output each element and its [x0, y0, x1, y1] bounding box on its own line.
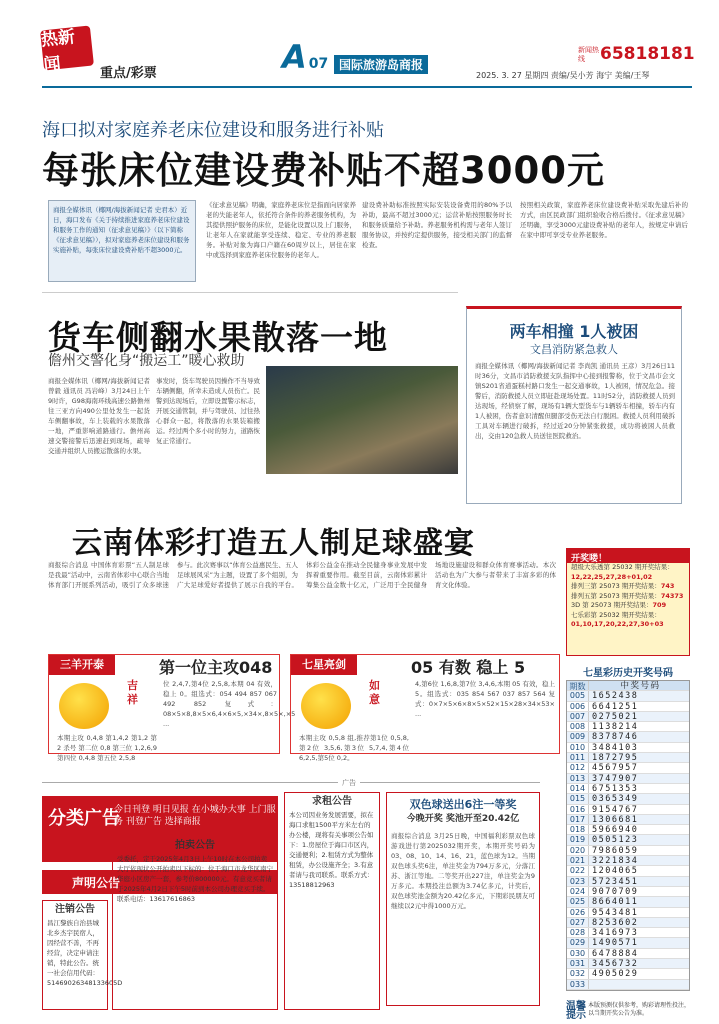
story1-headline: 每张床位建设费补贴不超3000元: [42, 149, 605, 192]
number-cell: 9154767: [592, 804, 639, 815]
classified-text: 今日刊登 明日见报 在小城办大事 上门服务 刊登广告 选择商报: [114, 805, 276, 827]
number-cell: 3416973: [592, 928, 639, 939]
notice-rent: [284, 792, 380, 1010]
issue-cell: 027: [567, 918, 589, 927]
issue-cell: 024: [567, 887, 589, 896]
ssq-subtitle: 今晚开奖 奖池开至20.42亿: [406, 814, 520, 824]
notice3-body: 本公司因业务发展需要，拟在海口求租1500平方米左右的办公楼，现将有关事项公告如下：1.房屋位于海口市区内，交通便利；2.租赁方式为整体租赁，办公设施齐全；3.有意者请与我司联系。联系方式：13518812963: [289, 811, 374, 889]
notice-auction: [112, 836, 278, 1010]
issue-cell: 014: [567, 784, 589, 793]
trend-header-row: [567, 681, 689, 691]
issue-cell: 019: [567, 835, 589, 844]
issue-cell: 031: [567, 959, 589, 968]
table-row: [567, 784, 689, 794]
side-subtitle: 文昌消防紧急救人: [530, 343, 618, 356]
issue-cell: 007: [567, 712, 589, 721]
table-row: [567, 774, 689, 784]
side-story: [466, 306, 682, 504]
number-cell: 6641251: [592, 701, 639, 712]
hotline-number: 65818181: [600, 44, 695, 64]
lottery2-tag: 七星亮剑: [291, 655, 357, 675]
notice1-title: 注销公告: [55, 904, 95, 915]
lottery1-side: 吉祥: [127, 679, 138, 706]
result-label: 七乐彩第 25032 期开奖结果：: [571, 610, 661, 619]
table-row: [567, 743, 689, 753]
table-row: [567, 866, 689, 876]
number-cell: 4905029: [592, 969, 639, 980]
issue-cell: 013: [567, 774, 589, 783]
draw-results-box: [566, 548, 690, 656]
table-row: [567, 887, 689, 897]
lottery2-body: 本期主攻 0,5,8 组,推荐第1位 0,5,8,第2位 3,5,6,第3位 5,7,4,第4位 6,2,5,第5位 0,2。: [299, 734, 409, 762]
number-cell: 8664011: [592, 897, 639, 908]
issue-cell: 020: [567, 846, 589, 855]
table-row: [567, 763, 689, 773]
tip-text: 本版预测仅供参考，购彩请理性投注，以当期开奖公告为准。: [588, 1002, 691, 1017]
divider: [42, 292, 458, 293]
table-row: [567, 846, 689, 856]
lottery1-picks: 位 2,4,7,第4位 2,5,8,本期 04 有效，稳上 0。组选式：054 494 857 067 492 852 复式：08×5×8,8×5×6,4×6×5,×34×,8×5×,×5 ...: [163, 680, 296, 728]
table-row: [567, 753, 689, 763]
story1-body-1: 《征求意见稿》明确，家庭养老床位是指面向居家养老的失能老年人，依托符合条件的养老服务机构，为其提供照护服务的床位，是能化设置以及上门服务，让老年人在家就能享受连续、稳定、专业的养老服务。补贴对象为海口户籍在60周岁以上，居住在家中或选择到家庭养老床位服务的老年人。: [206, 201, 356, 259]
lottery1-body: 本期主攻 0,4,8 第1,4,2 第1,2 第2 杀号 第二位 0,8 第三位 1,2,6,9 第四位 0,4,8 第五位 2,5,8: [57, 734, 157, 762]
story1-lede: 商报全媒体讯（椰网/海拔新闻记者 史君本）近日，海口发布《关于持续推进家庭养老床位建设和服务工作的通知（征求意见稿）》（以下简称《征求意见稿》），拟对家庭养老床位建设和服务实施补贴，每张床位建设费补贴不超3000元。: [48, 200, 196, 282]
number-cell: 1138214: [592, 722, 639, 733]
issue-cell: 033: [567, 980, 589, 989]
table-row: [567, 908, 689, 918]
notice1-body: 昌江黎族自治县城北乡杰宇民宿人，因经营不善，不再经营，决定申请注销，特此公告。统一社会信用代码：51469026348133605D: [47, 919, 123, 987]
mascot-image: [301, 683, 351, 729]
number-cell: [589, 980, 689, 989]
table-row: [567, 856, 689, 866]
number-cell: 1872795: [592, 753, 639, 764]
hotline-label: 新闻热线: [578, 46, 599, 63]
notice3-title: 求租公告: [312, 796, 352, 807]
number-cell: 7986059: [592, 845, 639, 856]
number-cell: 6751353: [592, 783, 639, 794]
result-value: 709: [652, 601, 667, 609]
issue-cell: 026: [567, 908, 589, 917]
issue-cell: 030: [567, 949, 589, 958]
table-row: [567, 928, 689, 938]
number-cell: 1490571: [592, 938, 639, 949]
table-row: [567, 732, 689, 742]
result-label: 排列五第 25073 期开奖结果：: [571, 591, 661, 600]
table-row: [567, 980, 689, 990]
number-cell: 1652438: [592, 691, 639, 702]
ad-divider: [42, 782, 540, 783]
section-label: 重点/彩票: [100, 66, 157, 81]
number-cell: 3456732: [592, 959, 639, 970]
issue-cell: 028: [567, 928, 589, 937]
issue-cell: 022: [567, 866, 589, 875]
table-row: [567, 702, 689, 712]
story2-headline: 货车侧翻水果散落一地: [48, 318, 388, 357]
story2-body-2: 事发时，货车驾驶员因操作不当导致车辆侧翻，所幸未造成人员伤亡。民警到达现场后，立即设置警示标志，开展交通管制，并与驾驶员、过往热心群众一起，将散落的水果装箱搬运。经过两个多小时的努力，道路恢复正常通行。: [156, 377, 260, 445]
tip-label: 温馨提示: [566, 1001, 586, 1021]
header-issue: 期数: [567, 681, 589, 690]
number-cell: 9543481: [592, 907, 639, 918]
story3-body: 商报综合消息 中国体育彩票“五人制足球是我最”活动中，云南省体彩中心联合当地体育部门开展系列活动，吸引了众多球迷参与。此次赛事以“体育公益惠民生、五人足球展风采”为主题，设置了多个组别，为广大足球爱好者提供了展示自我的平台。体彩公益金在推动全民健身事业发展中发挥着重要作用。截至目前，云南体彩累计筹集公益金数十亿元，广泛用于全民健身场地设施建设和群众体育赛事活动。本次活动也为广大参与者带来了丰富多彩的体育文化体验。: [48, 561, 556, 589]
section-logo: 热新闻: [40, 25, 94, 70]
number-cell: 4567957: [592, 763, 639, 774]
issue-cell: 012: [567, 763, 589, 772]
result-value: 743: [660, 582, 675, 590]
result-label: 超级大乐透第 25032 期开奖结果：: [571, 563, 674, 571]
number-cell: 9070709: [592, 886, 639, 897]
number-cell: 8378746: [592, 732, 639, 743]
result-label: 排列三第 25073 期开奖结果：: [571, 582, 661, 590]
story3-headline: 云南体彩打造五人制足球盛宴: [72, 526, 475, 561]
table-row: [567, 959, 689, 969]
table-row: [567, 691, 689, 701]
table-row: [567, 825, 689, 835]
story1-subtitle: 海口拟对家庭养老床位建设和服务进行补贴: [42, 120, 384, 141]
lottery2-picks: 4,第6位 1,6,8,第7位 3,4,6,本期 05 有效，稳上 5。组选式：035 854 567 037 857 564 复式：0×7×5×6×8×5×52×15×28×34×53× ...: [415, 680, 555, 718]
dateline: 2025. 3. 27 星期四 责编/吴小芳 海宁 美编/王琴: [476, 71, 650, 80]
table-row: [567, 794, 689, 804]
lottery-box-1: [48, 654, 296, 762]
tip-box: [566, 1002, 690, 1020]
table-row: [567, 949, 689, 959]
number-cell: 8253602: [592, 917, 639, 928]
header-rule: [42, 86, 692, 88]
table-row: [567, 835, 689, 845]
number-cell: 0365349: [592, 794, 639, 805]
issue-cell: 008: [567, 722, 589, 731]
issue-cell: 018: [567, 825, 589, 834]
issue-cell: 029: [567, 938, 589, 947]
ssq-headline: 双色球送出6注一等奖: [409, 798, 517, 811]
ssq-story: [386, 792, 540, 1006]
lottery-box-2: [290, 654, 560, 762]
page-number: A 07: [282, 38, 329, 76]
table-row: [567, 712, 689, 722]
number-cell: 3484103: [592, 742, 639, 753]
voice-title: 声明公告: [72, 876, 121, 890]
issue-cell: 017: [567, 815, 589, 824]
draw-results-header: 开奖喽！: [567, 549, 689, 563]
number-cell: 0275021: [592, 711, 639, 722]
classified-title: 分类广告: [48, 808, 120, 829]
number-cell: 5723451: [592, 876, 639, 887]
table-row: [567, 877, 689, 887]
result-value: 12,22,25,27,28+01,02: [571, 572, 653, 581]
number-cell: 1306681: [592, 814, 639, 825]
issue-cell: 005: [567, 691, 589, 700]
side-headline: 两车相撞 1人被困: [509, 322, 639, 341]
result-label: 3D 第 25073 期开奖结果：: [571, 601, 653, 609]
number-cell: 3747907: [592, 773, 639, 784]
lottery2-side: 如意: [369, 679, 380, 706]
story2-subtitle: 儋州交警化身“搬运工”暖心救助: [48, 353, 245, 369]
story1-body-2: 建设费补助标准按照实际安装设备费用的80%予以补助，最高不超过3000元；运营补贴按照服务时长和服务质量给予补助。养老服务机构需与老年人签订服务协议，并按约定提供服务，接受相关部门的监督检查。: [362, 201, 512, 249]
story2-body-1: 商报全媒体讯（椰网/海拔新闻记者 曾毅 通讯员 冯岩峰）3月24日上午9时许，G98海南环线高速公路儋州往三亚方向490公里处发生一起货车侧翻事故，车上装载的水果散落一地，严重影响道路通行。儋州高速交警接警后迅速赶到现场，疏导交通并组织人员搬运散落的水果。: [48, 377, 150, 455]
table-row: [567, 918, 689, 928]
notice2-title: 拍卖公告: [175, 840, 215, 851]
ssq-body: 商报综合消息 3月25日晚，中国福利彩票双色球游戏进行第2025032期开奖，本期开奖号码为03、08、10、14、16、21，蓝色球为12。当期双色球头奖6注，单注奖金为794万多元，分落江苏、浙江等地。二等奖开出227注，单注奖金为9万多元。本期投注总额为3.74亿多元，计奖后，双色球奖池金额为20.42亿多元，下期彩民朋友可继续以2元中得1000万元。: [391, 832, 535, 910]
issue-cell: 010: [567, 743, 589, 752]
table-row: [567, 722, 689, 732]
ad-label: 广告: [338, 778, 360, 788]
notice-cancel: [42, 900, 123, 1010]
issue-cell: 016: [567, 805, 589, 814]
issue-cell: 023: [567, 877, 589, 886]
trend-title: 七星彩历史开奖号码: [583, 668, 673, 679]
side-body: 商报全媒体讯（椰网/海拔新闻记者 李尚凯 通讯员 王彦）3月26日11时36分，文昌市消防救援支队指挥中心接到报警称，位于文昌市会文镇S201省道蛋糕村路口发生一起交通事故，1人被困，情况危急。接警后，消防救援人员立即赶赴现场处置。11时52分，消防救援人员到达现场，经侦察了解，现场有1辆大型货车与1辆轿车相撞，轿车内有1人被困，伤者意识清醒但腿部受伤无法自行脱困。救援人员利用破拆工具对车辆进行破拆，经过近20分钟紧张救援，成功将被困人员救出，交由120急救人员送往医院救治。: [475, 362, 675, 440]
mascot-image: [59, 683, 109, 729]
number-cell: 1204065: [592, 866, 639, 877]
result-value: 74373: [660, 591, 684, 600]
number-cell: 3221834: [592, 856, 639, 867]
result-value: 01,10,17,20,22,27,30+03: [571, 620, 664, 628]
issue-cell: 006: [567, 702, 589, 711]
number-cell: 0505123: [592, 835, 639, 846]
issue-cell: 015: [567, 794, 589, 803]
table-row: [567, 805, 689, 815]
header-number: 中奖号码: [620, 681, 661, 691]
issue-cell: 011: [567, 753, 589, 762]
lottery1-tag: 三羊开泰: [49, 655, 115, 675]
paper-name: 国际旅游岛商报: [334, 55, 428, 74]
table-row: [567, 938, 689, 948]
table-row: [567, 897, 689, 907]
number-cell: 6478884: [592, 948, 639, 959]
issue-cell: 025: [567, 897, 589, 906]
lottery1-title: 第一位主攻048: [159, 658, 273, 677]
issue-cell: 032: [567, 969, 589, 978]
table-row: [567, 815, 689, 825]
accident-photo: [266, 366, 458, 474]
table-row: [567, 969, 689, 979]
issue-cell: 009: [567, 732, 589, 741]
trend-table: [566, 680, 690, 991]
notice2-body: 受委托，定于2025年4月3日上午10时在本公司拍卖大厅依现状公开拍卖以下标的：位于海口市龙华区南宁华庭小区房产一套，参考价800000元。有意竞买者请于2025年4月2日下午5时前到本公司办理竞买手续。联系电话：13617616863: [117, 855, 273, 903]
number-cell: 5966940: [592, 825, 639, 836]
lottery2-title: 05 有数 稳上 5: [411, 658, 526, 677]
story1-body-3: 按照相关政策，家庭养老床位建设费补贴采取先建后补的方式，由区民政部门组织验收合格后拨付。《征求意见稿》还明确，享受3000元建设费补贴的老年人，按规定申请后在家中即可享受专业养老服务。: [520, 201, 688, 239]
issue-cell: 021: [567, 856, 589, 865]
